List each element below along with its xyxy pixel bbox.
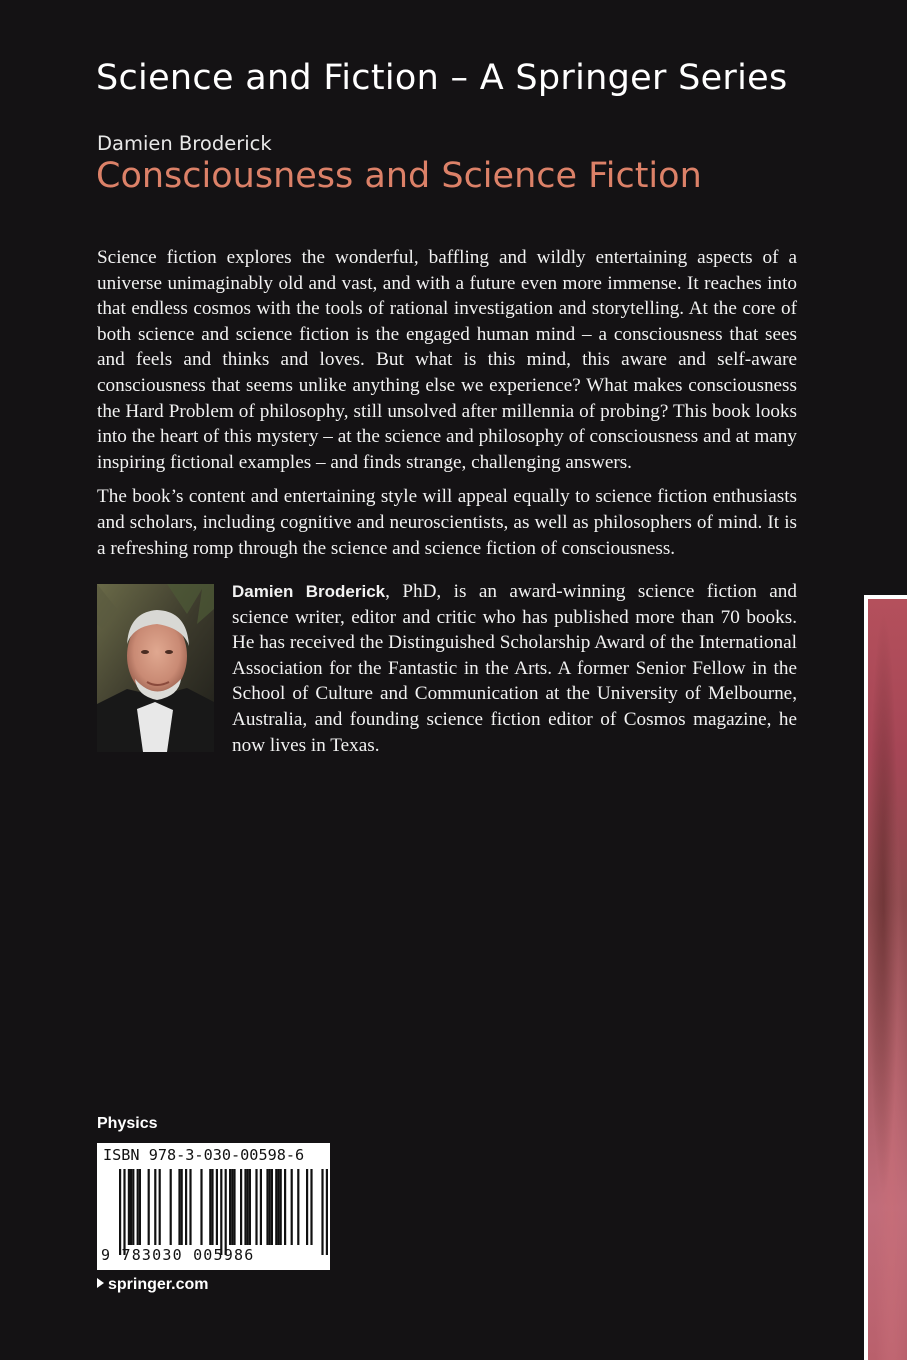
barcode-bar: [123, 1169, 125, 1255]
barcode-bar: [271, 1169, 273, 1245]
series-title: Science and Fiction – A Springer Series: [96, 58, 788, 98]
barcode-bar: [229, 1169, 231, 1245]
barcode-bar: [185, 1169, 187, 1245]
barcode-bar: [260, 1169, 262, 1245]
barcode-bar: [225, 1169, 227, 1255]
isbn-barcode: [97, 1143, 330, 1270]
author-name: Damien Broderick: [97, 132, 272, 155]
author-bio-text: , PhD, is an award-winning science fiction and science writer, editor and critic who has published more than 70 books. He has received the Distinguished Scholarship Award of the International Association for the Fantastic in the Arts. A former Senior Fellow in the School of Culture and Communication at the University of Melbourne, Australia, and founding science fiction editor of Cosmos magazine, he now lives in Texas.: [232, 581, 797, 756]
barcode-bar: [310, 1169, 312, 1245]
barcode-bar: [128, 1169, 130, 1245]
isbn-label: ISBN 978-3-030-00598-6: [103, 1146, 305, 1164]
barcode-bar: [154, 1169, 156, 1245]
barcode-bar: [306, 1169, 308, 1245]
barcode-bar: [137, 1169, 139, 1245]
barcode-bar: [181, 1169, 183, 1245]
barcode-bar: [148, 1169, 150, 1245]
barcode-bar: [269, 1169, 271, 1245]
barcode-bar: [130, 1169, 132, 1245]
barcode-bar: [200, 1169, 202, 1245]
barcode-bar: [233, 1169, 235, 1245]
barcode-bar: [247, 1169, 249, 1245]
barcode-bar: [291, 1169, 293, 1245]
barcode-bar: [275, 1169, 277, 1245]
front-cover-art: [868, 599, 907, 1360]
author-bio-name: Damien Broderick: [232, 582, 386, 601]
barcode-bar: [284, 1169, 286, 1245]
barcode-bar: [240, 1169, 242, 1245]
barcode-bar: [297, 1169, 299, 1245]
publisher-website-link[interactable]: [97, 1276, 208, 1294]
front-cover-edge: [864, 595, 907, 1360]
blurb-paragraph: The book’s content and entertaining style will appeal equally to science fiction enthusiasts and scholars, including cognitive and neuroscientists, as well as philosophers of mind. It is a refreshing romp through the science and science fiction of consciousness.: [97, 486, 797, 559]
barcode-bar: [216, 1169, 218, 1245]
barcode-bar: [326, 1169, 328, 1255]
barcode-bar: [231, 1169, 233, 1245]
blurb: [97, 245, 797, 570]
blurb-paragraph: Science fiction explores the wonderful, baffling and wildly entertaining aspects of a universe unimaginably old and vast, and with a future even more immense. It reaches into that endless cosmos with the tools of rational investigation and storytelling. At the core of both science and science fiction is the engaged human mind – a consciousness that sees and feels and thinks and loves. But what is this mind, this aware and self-aware consciousness that seems unlike anything else we experience? What makes consciousness the Hard Problem of philosophy, still unsolved after millennia of probing? This book looks into the heart of this mystery – at the science and philosophy of consciousness and at many inspiring fictional examples – and finds strange, challenging answers.: [97, 247, 797, 473]
barcode-bar: [159, 1169, 161, 1245]
barcode-bar: [209, 1169, 211, 1245]
author-bio: [232, 579, 797, 758]
barcode-bar: [220, 1169, 222, 1255]
barcode-bar: [244, 1169, 246, 1245]
barcode-bar: [119, 1169, 121, 1255]
arrow-right-icon: [97, 1278, 104, 1288]
barcode-bar: [170, 1169, 172, 1245]
barcode-bar: [249, 1169, 251, 1245]
barcode-bar: [178, 1169, 180, 1245]
subject-category: Physics: [97, 1115, 158, 1132]
barcode-bar: [277, 1169, 279, 1245]
barcode-bar: [321, 1169, 323, 1255]
barcode-bar: [139, 1169, 141, 1245]
book-title: Consciousness and Science Fiction: [96, 156, 702, 196]
barcode-bar: [132, 1169, 134, 1245]
barcode-bar: [189, 1169, 191, 1245]
publisher-website-text: springer.com: [108, 1276, 209, 1293]
barcode-digits: 9 783030 005986: [101, 1246, 255, 1264]
barcode-bar: [211, 1169, 213, 1245]
author-photo: [97, 584, 214, 752]
barcode-bar: [266, 1169, 268, 1245]
barcode-bar: [255, 1169, 257, 1245]
barcode-bar: [280, 1169, 282, 1245]
